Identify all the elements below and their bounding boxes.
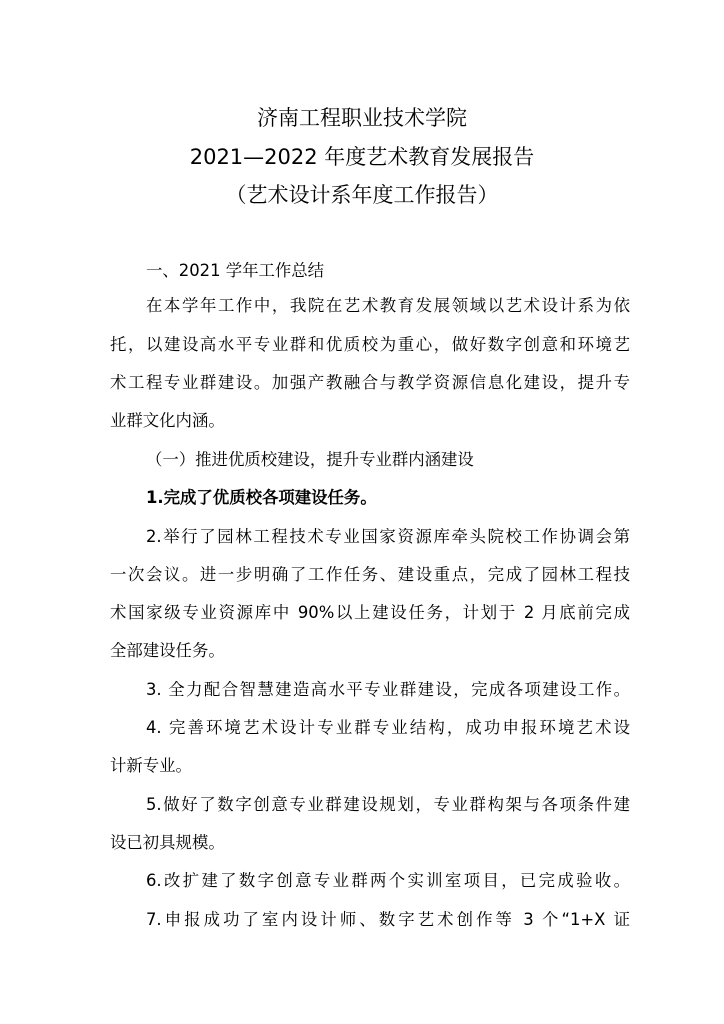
item-2-line-2: 一次会议。进一步明确了工作任务、建设重点，完成了园林工程技 bbox=[110, 565, 630, 584]
section-heading: 一、2021 学年工作总结 bbox=[146, 261, 325, 280]
title-line-3: （艺术设计系年度工作报告） bbox=[225, 183, 499, 207]
item-4-line-1: 4. 完善环境艺术设计专业群专业结构，成功申报环境艺术设 bbox=[146, 718, 630, 737]
intro-line-3: 术工程专业群建设。加强产教融合与教学资源信息化建设，提升专 bbox=[110, 373, 630, 392]
item-5-line-2: 设已初具规模。 bbox=[110, 833, 225, 852]
item-4-line-2: 计新专业。 bbox=[110, 756, 192, 775]
title-line-2: 2021—2022 年度艺术教育发展报告 bbox=[189, 145, 535, 169]
intro-line-4: 业群文化内涵。 bbox=[110, 411, 225, 430]
item-5-line-1: 5.做好了数字创意专业群建设规划，专业群构架与各项条件建 bbox=[146, 795, 630, 814]
item-2-line-1: 2.举行了园林工程技术专业国家资源库牵头院校工作协调会第 bbox=[146, 527, 630, 546]
item-2-line-3: 术国家级专业资源库中 90%以上建设任务，计划于 2 月底前完成 bbox=[110, 603, 630, 622]
item-3: 3. 全力配合智慧建造高水平专业群建设，完成各项建设工作。 bbox=[146, 680, 630, 699]
item-2-line-4: 全部建设任务。 bbox=[110, 641, 225, 660]
title-line-1: 济南工程职业技术学院 bbox=[257, 106, 467, 130]
item-1: 1.完成了优质校各项建设任务。 bbox=[146, 488, 377, 507]
item-7: 7.申报成功了室内设计师、数字艺术创作等 3 个“1+X 证 bbox=[146, 910, 630, 929]
intro-line-1: 在本学年工作中，我院在艺术教育发展领域以艺术设计系为依 bbox=[146, 296, 630, 315]
subheading: （一）推进优质校建设，提升专业群内涵建设 bbox=[146, 450, 474, 469]
intro-line-2: 托，以建设高水平专业群和优质校为重心，做好数字创意和环境艺 bbox=[110, 335, 630, 354]
item-6: 6.改扩建了数字创意专业群两个实训室项目，已完成验收。 bbox=[146, 871, 630, 890]
